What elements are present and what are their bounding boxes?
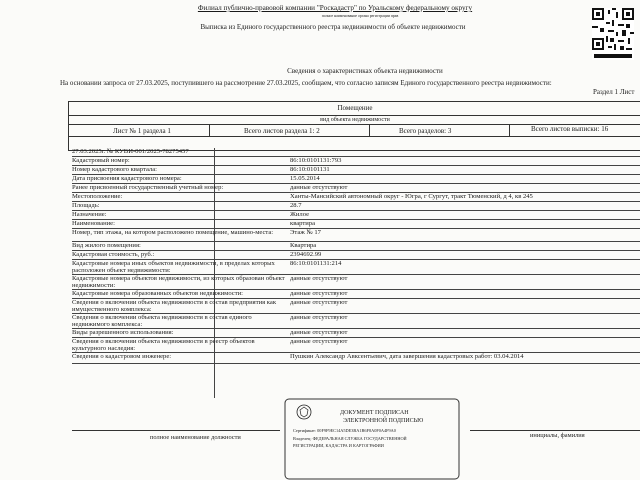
row-label: Кадастровые номера объектов недвижимости, из которых образован объект недвижимости: — [72, 275, 285, 290]
table-row — [72, 242, 640, 251]
signature-title: ДОКУМЕНТ ПОДПИСАН — [340, 410, 409, 416]
table-row — [72, 184, 640, 193]
emblem-icon — [296, 404, 312, 420]
row-value: 86:10:0101131:793 — [290, 157, 342, 164]
table-row — [72, 275, 640, 290]
doc-number: 27.03.2025г. № КУВИ-001/2025-78275457 — [72, 148, 189, 155]
row-value: Пушкин Александр Авксентьевич, дата завершения кадастровых работ: 03.04.2014 — [290, 353, 524, 360]
row-value: 2394692.99 — [290, 251, 322, 258]
row-value: данные отсутствуют — [290, 275, 348, 282]
row-value: Жилое — [290, 211, 310, 218]
table-row — [72, 329, 640, 338]
footer-line-right — [470, 430, 640, 431]
signature-owner-2: РЕГИСТРАЦИИ, КАДАСТРА И КАРТОГРАФИИ — [293, 443, 384, 448]
row-value: Этаж № 17 — [290, 229, 321, 236]
row-label: Площадь: — [72, 202, 100, 209]
row-label: Кадастровый номер: — [72, 157, 130, 164]
table-row — [72, 229, 640, 242]
row-value: квартира — [290, 220, 316, 227]
table-row — [72, 299, 640, 314]
table-row — [72, 166, 640, 175]
divider — [509, 125, 510, 136]
org-caption: полное наименование органа регистрации прав — [321, 14, 399, 18]
row-value: 15.05.2014 — [290, 175, 320, 182]
row-label: Кадастровая стоимость, руб.: — [72, 251, 155, 258]
table-row — [72, 353, 640, 364]
table-row — [72, 314, 640, 329]
row-label: Кадастровые номера образованных объектов недвижимости: — [72, 290, 243, 297]
row-label: Ранее присвоенный государственный учетный номер: — [72, 184, 224, 191]
row-value: данные отсутствуют — [290, 290, 348, 297]
table-row — [72, 211, 640, 220]
sheets-total: Всего листов выписки: 16 — [531, 125, 609, 133]
table-row — [72, 193, 640, 202]
table-row — [72, 290, 640, 299]
row-label: Виды разрешенного использования: — [72, 329, 174, 336]
row-label: Вид жилого помещения: — [72, 242, 141, 249]
row-label: Кадастровые номера иных объектов недвижимости, в пределах которых расположен объект недвижимости: — [72, 260, 275, 275]
row-value: 86:10:0101131 — [290, 166, 330, 173]
name-caption: инициалы, фамилия — [530, 432, 585, 439]
document-title: Выписка из Единого государственного реестра недвижимости об объекте недвижимости — [200, 23, 466, 31]
basis-text: На основании запроса от 27.03.2025, поступившего на рассмотрение 27.03.2025, сообщаем, что согласно записям Единого государственного реестра недвижимости: — [60, 79, 552, 87]
table-row — [72, 260, 640, 275]
object-type: Помещение — [69, 102, 640, 116]
row-value: данные отсутствуют — [290, 329, 348, 336]
table-row — [72, 202, 640, 211]
object-type-caption: вид объекта недвижимости — [69, 116, 640, 125]
row-value: Квартира — [290, 242, 317, 249]
org-name: Филиал публично-правовой компании "Роскадастр" по Уральскому федеральному округу — [197, 4, 473, 12]
sheet-number: Лист № 1 раздела 1 — [113, 127, 171, 135]
signature-subtitle: ЭЛЕКТРОННОЙ ПОДПИСЬЮ — [343, 418, 424, 424]
row-label: Сведения о включении объекта недвижимости в состав единого недвижимого комплекса: — [72, 314, 252, 329]
row-value: данные отсутствуют — [290, 184, 348, 191]
row-value: данные отсутствуют — [290, 338, 348, 345]
row-label: Местоположение: — [72, 193, 123, 200]
row-value: данные отсутствуют — [290, 299, 348, 306]
sheet-info-row — [69, 125, 640, 137]
divider — [369, 125, 370, 136]
row-value: Ханты-Мансийский автономный округ - Югра, г Сургут, тракт Тюменский, д 4, кв 245 — [290, 193, 533, 200]
row-label: Номер, тип этажа, на котором расположено помещение, машино-места: — [72, 229, 274, 236]
sections-total: Всего разделов: 3 — [399, 127, 452, 135]
position-caption: полное наименование должности — [150, 434, 241, 441]
doc-number-row — [72, 148, 640, 157]
row-label: Сведения о включении объекта недвижимости в состав предприятия как имущественного комплекса: — [72, 299, 277, 314]
section-title: Сведения о характеристиках объекта недвижимости — [287, 67, 443, 75]
object-header-table — [68, 101, 640, 151]
signature-cert: Сертификат: 00F9F9EC14A5DE3BA1B6F8A0F0A4F9A0 — [293, 428, 396, 433]
table-row — [72, 338, 640, 353]
signature-owner: Владелец: ФЕДЕРАЛЬНАЯ СЛУЖБА ГОСУДАРСТВЕННОЙ — [293, 436, 407, 441]
row-label: Сведения о кадастровом инженере: — [72, 353, 172, 360]
qr-code-icon — [592, 8, 634, 60]
sheets-section: Всего листов раздела 1: 2 — [244, 127, 320, 135]
row-label: Дата присвоения кадастрового номера: — [72, 175, 182, 182]
table-row — [72, 220, 640, 229]
row-value: 28.7 — [290, 202, 302, 209]
footer-line-left — [72, 430, 280, 431]
table-row — [72, 251, 640, 260]
section-label: Раздел 1 Лист — [593, 88, 635, 96]
table-row — [72, 175, 640, 184]
row-label: Назначение: — [72, 211, 107, 218]
row-value: данные отсутствуют — [290, 314, 348, 321]
row-label: Сведения о включении объекта недвижимости в реестр объектов культурного наследия: — [72, 338, 255, 353]
row-value: 86:10:0101131:214 — [290, 260, 342, 267]
row-label: Наименование: — [72, 220, 115, 227]
divider — [209, 125, 210, 136]
row-label: Номер кадастрового квартала: — [72, 166, 157, 173]
table-row — [72, 157, 640, 166]
